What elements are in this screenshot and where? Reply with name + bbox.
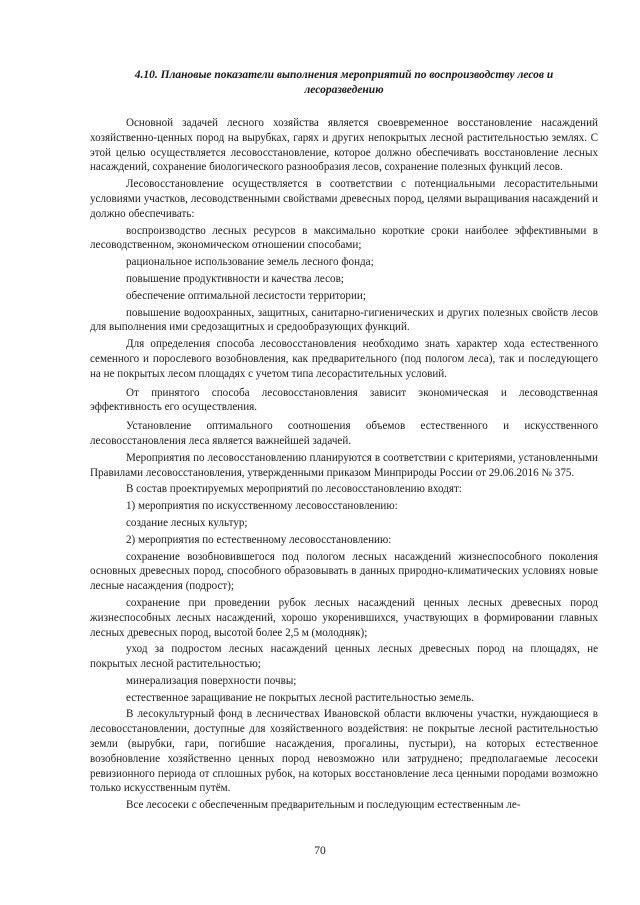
paragraph: Все лесосеки с обеспеченным предварительным и последующим естественным ле-	[126, 799, 521, 812]
list-item: обеспечение оптимальной лесистости территории;	[126, 289, 366, 302]
paragraph: Мероприятия по лесовосстановлению планируются в соответствии с критериями, установленными Правилами лесовосстановления, утвержденными приказом Минприроды России от 29.06.2016 № 375.	[90, 451, 598, 479]
list-item: 1) мероприятия по искусственному лесовосстановлению:	[126, 500, 398, 513]
list-item: рациональное использование земель лесного фонда;	[126, 256, 374, 269]
list-item: воспроизводство лесных ресурсов в максимально короткие сроки наиболее эффективными в лесоводственном, экономическом отношении способами;	[90, 224, 598, 252]
paragraph: Установление оптимального соотношения объемов естественного и искусственного лесовосстановления леса является важнейшей задачей.	[90, 420, 598, 447]
list-item: сохранение возобновившегося под пологом лесных насаждений жизнеспособного поколения основных древесных пород, способного образовывать в данных природно-климатических условиях новые лесные насаждения (подрост);	[90, 550, 598, 593]
body-text	[90, 116, 598, 813]
list-item: повышение продуктивности и качества лесов;	[126, 272, 344, 285]
list-item: повышение водоохранных, защитных, санитарно-гигиенических и других полезных свойств лесов для выполнения ими средозащитных и средообразующих функций.	[90, 306, 598, 334]
list-item: сохранение при проведении рубок лесных насаждений ценных лесных древесных пород жизнеспособных лесных насаждений, хорошо укоренившихся, участвующих в формировании главных лесных древесных пород, высотой более 2,5 м (молодняк);	[90, 596, 598, 639]
list-item: уход за подростом лесных насаждений ценных лесных древесных пород на площадях, не покрытых лесной растительностью;	[90, 643, 598, 671]
list-item: 2) мероприятия по естественному лесовосстановлению:	[126, 533, 392, 546]
list-item: минерализация поверхности почвы;	[126, 674, 297, 687]
paragraph: Лесовосстановление осуществляется в соответствии с потенциальными лесорастительными условиями участков, лесоводственными свойствами древесных пород, целями выращивания насаждений и должно обеспечивать:	[90, 178, 598, 220]
page-number: 70	[314, 845, 326, 857]
section-title: 4.10. Плановые показатели выполнения мероприятий по воспроизводству лесов и лесоразведению	[134, 69, 554, 96]
paragraph: В состав проектируемых мероприятий по лесовосстановлению входят:	[126, 483, 462, 496]
paragraph: От принятого способа лесовосстановления зависит экономическая и лесоводственная эффективность его осуществления.	[90, 386, 598, 414]
paragraph: Основной задачей лесного хозяйства является своевременное восстановление насаждений хозяйственно-ценных пород на вырубках, гарях и других непокрытых лесной растительностью землях. С этой целью осуществляется лесовосстановление, которое должно обеспечивать восстановление лесных насаждений, сохранение биологического разнообразия лесов, сохранение полезных функций лесов.	[90, 117, 598, 174]
paragraph: Для определения способа лесовосстановления необходимо знать характер хода естественного семенного и порослевого возобновления, как предварительного (под пологом леса), так и последующего на не покрытых лесом площадях с учетом типа лесорастительных условий.	[90, 338, 598, 380]
document-page	[90, 68, 598, 815]
list-item: создание лесных культур;	[126, 516, 248, 529]
paragraph: В лесокультурный фонд в лесничествах Ивановской области включены участки, нуждающиеся в лесовосстановлении, доступные для хозяйственного воздействия: не покрытые лесной растительностью земли (вырубки, гари, погибшие насаждения, прогалины, пустыри), на которых естественное возобновление хозяйственно ценных пород невозможно или затруднено; предполагаемые лесосеки ревизионного периода от сплошных рубок, на которых восстановление леса ценными породами возможно только искусственным путём.	[90, 708, 598, 795]
list-item: естественное заращивание не покрытых лесной растительностью земель.	[126, 691, 474, 704]
